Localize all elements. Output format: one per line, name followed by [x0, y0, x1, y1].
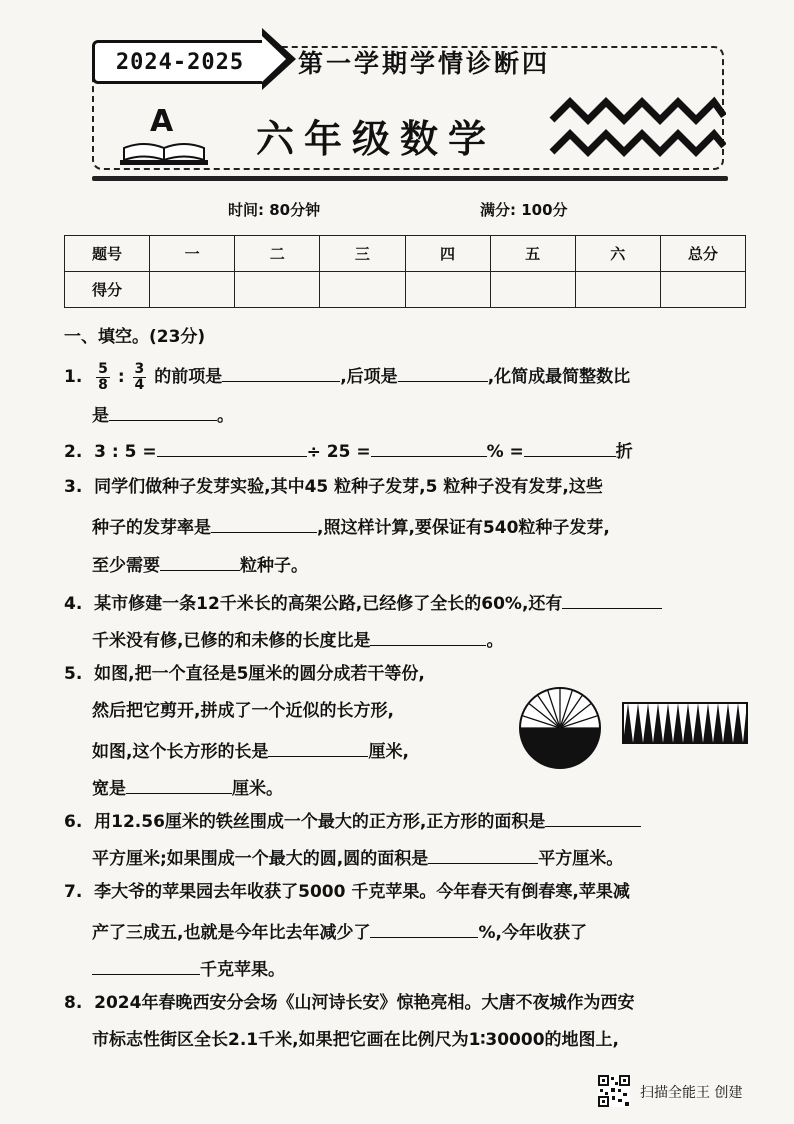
table-cell: 三	[320, 236, 405, 272]
question-7-line3: 千克苹果。	[92, 958, 285, 979]
year-banner: 2024-2025	[92, 40, 268, 84]
question-2: 2. 3 : 5 = ÷ 25 = % = 折	[64, 442, 633, 462]
answer-blank[interactable]	[562, 592, 662, 609]
question-3-line2: 种子的发芽率是 ,照这样计算,要保证有540粒种子发芽,	[92, 518, 610, 538]
table-cell: 一	[150, 236, 235, 272]
answer-blank[interactable]	[268, 740, 368, 757]
answer-blank[interactable]	[398, 365, 488, 382]
table-row	[65, 236, 746, 272]
fraction: $\frac{5}{8}$	[98, 361, 108, 393]
table-cell: 四	[405, 236, 490, 272]
question-3: 3. 同学们做种子发芽实验,其中45 粒种子发芽,5 粒种子没有发芽,这些	[64, 477, 603, 497]
question-1-cont: 是 。	[92, 406, 234, 426]
question-6-line2: 平方厘米;如果围成一个最大的圆,圆的面积是 平方厘米。	[92, 849, 624, 869]
answer-blank[interactable]	[428, 847, 538, 864]
approx-rectangle-figure	[622, 702, 748, 744]
header-divider	[92, 176, 728, 181]
answer-blank[interactable]	[524, 440, 616, 457]
question-5-line2: 然后把它剪开,拼成了一个近似的长方形,	[92, 701, 394, 721]
book-icon	[118, 140, 210, 166]
divided-circle-figure	[518, 686, 602, 770]
answer-blank[interactable]	[222, 365, 340, 382]
time-limit: 时间: 80分钟	[228, 201, 321, 219]
question-7-line2: 产了三成五,也就是今年比去年减少了 %,今年收获了	[92, 923, 587, 943]
section-title: 一、填空。(23分)	[64, 327, 206, 347]
arrow-icon-inner	[262, 36, 286, 82]
question-5-line3: 如图,这个长方形的长是 厘米,	[92, 742, 409, 762]
page-title: 六年级数学	[256, 117, 497, 161]
answer-blank[interactable]	[157, 440, 307, 457]
question-5-line4: 宽是 厘米。	[92, 779, 283, 799]
table-cell: 五	[490, 236, 575, 272]
question-4: 4. 某市修建一条12千米长的高架公路,已经修了全长的60%,还有	[64, 592, 662, 613]
score-input-cell[interactable]	[235, 272, 320, 308]
scanner-watermark: 扫描全能王 创建	[640, 1085, 743, 1101]
table-cell: 二	[235, 236, 320, 272]
qr-code-icon	[598, 1075, 630, 1107]
score-input-cell[interactable]	[405, 272, 490, 308]
answer-blank[interactable]	[160, 554, 240, 571]
question-number: 1.	[64, 367, 83, 388]
question-6: 6. 用12.56厘米的铁丝围成一个最大的正方形,正方形的面积是	[64, 810, 641, 831]
question-8: 8. 2024年春晚西安分会场《山河诗长安》惊艳亮相。大唐不夜城作为西安	[64, 993, 635, 1013]
score-input-cell[interactable]	[490, 272, 575, 308]
answer-blank[interactable]	[109, 404, 217, 421]
answer-blank[interactable]	[545, 810, 641, 827]
full-score: 满分: 100分	[480, 201, 568, 219]
table-row	[65, 272, 746, 308]
fraction: $\frac{3}{4}$	[134, 361, 145, 393]
score-table	[64, 235, 746, 308]
question-3-line3: 至少需要 粒种子。	[92, 556, 308, 576]
answer-blank[interactable]	[370, 629, 486, 646]
question-1: 1. $\frac{5}{8}$ : $\frac{3}{4}$ 的前项是 ,后项是 ,化简成最简整数比	[64, 361, 631, 393]
question-4-line2: 千米没有修,已修的和未修的长度比是 。	[92, 631, 504, 651]
edition-badge: A	[150, 104, 174, 139]
score-input-cell[interactable]	[660, 272, 745, 308]
question-5: 5. 如图,把一个直径是5厘米的圆分成若干等份,	[64, 664, 425, 684]
score-input-cell[interactable]	[575, 272, 660, 308]
question-8-line2: 市标志性街区全长2.1千米,如果把它画在比例尺为1∶30000的地图上,	[92, 1030, 619, 1050]
table-cell: 六	[575, 236, 660, 272]
table-cell: 得分	[65, 272, 150, 308]
score-input-cell[interactable]	[150, 272, 235, 308]
answer-blank[interactable]	[211, 516, 317, 533]
zigzag-decoration	[548, 96, 726, 160]
table-cell: 题号	[65, 236, 150, 272]
answer-blank[interactable]	[92, 958, 200, 975]
answer-blank[interactable]	[370, 921, 478, 938]
score-input-cell[interactable]	[320, 272, 405, 308]
exam-subtitle: 第一学期学情诊断四	[298, 49, 551, 78]
answer-blank[interactable]	[371, 440, 487, 457]
answer-blank[interactable]	[126, 777, 232, 794]
table-cell: 总分	[660, 236, 745, 272]
question-7: 7. 李大爷的苹果园去年收获了5000 千克苹果。今年春天有倒春寒,苹果减	[64, 882, 630, 902]
